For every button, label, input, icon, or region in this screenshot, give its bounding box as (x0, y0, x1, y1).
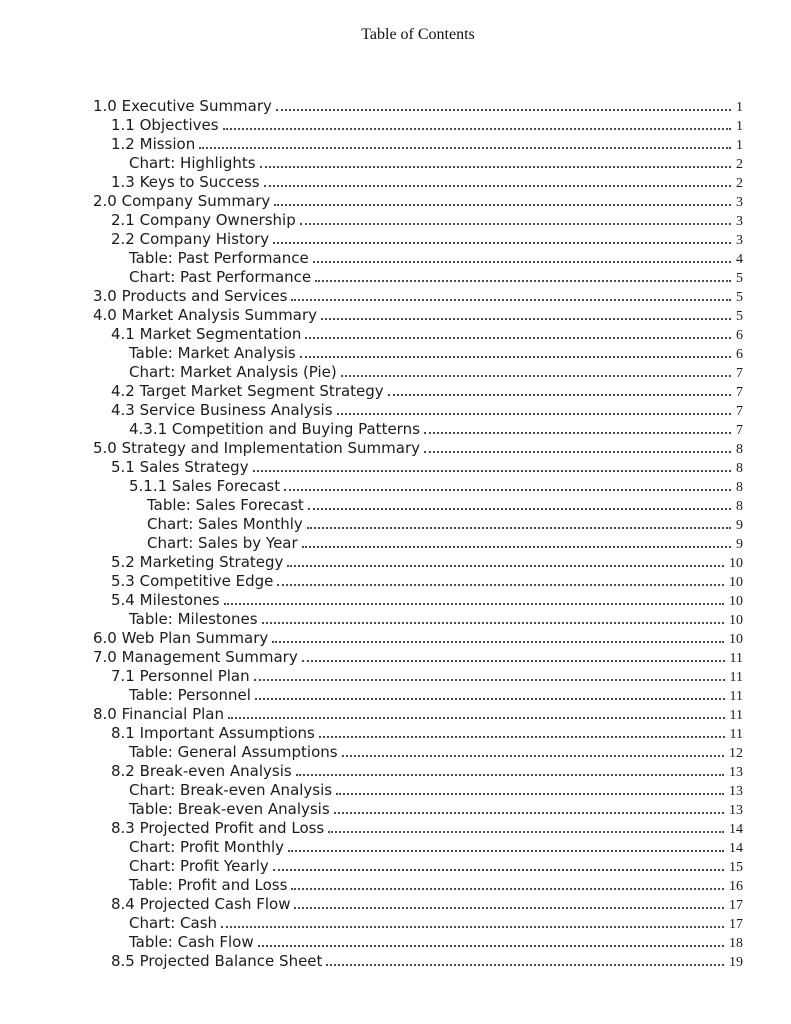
toc-dot-leader (341, 375, 731, 377)
toc-entry (93, 382, 743, 401)
toc-entry-page: 9 (736, 518, 743, 533)
toc-entry (93, 572, 743, 591)
toc-dot-leader (199, 147, 731, 149)
toc-dot-leader (342, 755, 724, 757)
toc-entry-label: 5.1.1 Sales Forecast (129, 477, 281, 495)
toc-entry-label: 4.0 Market Analysis Summary (93, 306, 318, 324)
toc-entry-label: 5.2 Marketing Strategy (111, 553, 284, 571)
toc-entry (93, 211, 743, 230)
toc-entry-label: Table: Milestones (129, 610, 258, 628)
page-title: Table of Contents (361, 26, 475, 43)
toc-entry-page: 7 (736, 385, 743, 400)
toc-entry-page: 11 (729, 727, 743, 742)
toc-dot-leader (264, 185, 731, 187)
toc-entry-page: 9 (736, 537, 743, 552)
toc-entry-page: 8 (736, 480, 743, 495)
toc-entry (93, 268, 743, 287)
toc-entry-page: 17 (729, 917, 743, 932)
toc-dot-leader (288, 850, 724, 852)
toc-entry-page: 6 (736, 328, 743, 343)
toc-entry-label: 1.1 Objectives (111, 116, 219, 134)
toc-dot-leader (302, 546, 731, 548)
toc-entry-label: Chart: Market Analysis (Pie) (129, 363, 337, 381)
toc-dot-leader (262, 622, 724, 624)
toc-entry-label: 7.0 Management Summary (93, 648, 298, 666)
toc-entry-label: Table: Past Performance (129, 249, 309, 267)
toc-entry (93, 154, 743, 173)
toc-entry-page: 8 (736, 442, 743, 457)
toc-entry (93, 344, 743, 363)
toc-dot-leader (337, 413, 731, 415)
toc-dot-leader (260, 166, 731, 168)
toc-entry-label: 5.1 Sales Strategy (111, 458, 249, 476)
toc-entry-label: Chart: Break-even Analysis (129, 781, 333, 799)
toc-entry-label: 8.1 Important Assumptions (111, 724, 315, 742)
toc-entry-label: 8.4 Projected Cash Flow (111, 895, 291, 913)
toc-entry-page: 11 (729, 670, 743, 685)
toc-entry (93, 819, 743, 838)
toc-entry-label: 5.0 Strategy and Implementation Summary (93, 439, 421, 457)
toc-entry-page: 5 (736, 271, 743, 286)
toc-entry-page: 11 (729, 651, 743, 666)
toc-entry-page: 3 (736, 214, 743, 229)
toc-entry-page: 10 (729, 556, 743, 571)
toc-entry (93, 401, 743, 420)
toc-entry-page: 17 (729, 898, 743, 913)
toc-entry-label: 4.3.1 Competition and Buying Patterns (129, 420, 420, 438)
toc-entry-page: 5 (736, 309, 743, 324)
toc-entry (93, 192, 743, 211)
toc-entry (93, 629, 743, 648)
toc-entry-label: Table: Profit and Loss (129, 876, 288, 894)
toc-entry-label: Table: General Assumptions (129, 743, 338, 761)
toc-entry (93, 876, 743, 895)
toc-entry (93, 515, 743, 534)
toc-dot-leader (296, 774, 724, 776)
toc-entry-label: Chart: Profit Yearly (129, 857, 269, 875)
toc-entry (93, 230, 743, 249)
toc-dot-leader (276, 109, 731, 111)
toc-entry-page: 10 (729, 632, 743, 647)
toc-entry (93, 895, 743, 914)
toc-entry (93, 534, 743, 553)
toc-entry-page: 7 (736, 366, 743, 381)
toc-dot-leader (291, 299, 731, 301)
toc-entry (93, 705, 743, 724)
toc-entry (93, 287, 743, 306)
toc-dot-leader (319, 736, 725, 738)
toc-entry-page: 7 (736, 423, 743, 438)
toc-entry-label: 5.4 Milestones (111, 591, 220, 609)
toc-entry (93, 591, 743, 610)
toc-entry-label: Chart: Sales by Year (147, 534, 298, 552)
toc-entry-label: 6.0 Web Plan Summary (93, 629, 269, 647)
toc-entry (93, 667, 743, 686)
toc-entry-label: Table: Market Analysis (129, 344, 296, 362)
toc-entry (93, 800, 743, 819)
toc-entry-page: 13 (729, 803, 743, 818)
toc-entry-page: 12 (729, 746, 743, 761)
toc-dot-leader (305, 337, 731, 339)
toc-dot-leader (328, 831, 724, 833)
toc-dot-leader (291, 888, 724, 890)
toc-entry-page: 19 (729, 955, 743, 970)
toc-entry (93, 933, 743, 952)
toc-entry (93, 838, 743, 857)
toc-entry-label: Table: Break-even Analysis (129, 800, 330, 818)
toc-entry-page: 16 (729, 879, 743, 894)
toc-dot-leader (300, 223, 731, 225)
toc-entry (93, 97, 743, 116)
toc-entry-page: 11 (729, 689, 743, 704)
toc-dot-leader (273, 869, 724, 871)
toc-entry-label: 1.2 Mission (111, 135, 196, 153)
toc-entry-page: 2 (736, 157, 743, 172)
toc-entry-page: 14 (729, 822, 743, 837)
toc-entry-page: 7 (736, 404, 743, 419)
toc-entry-label: 3.0 Products and Services (93, 287, 288, 305)
toc-entry-page: 3 (736, 195, 743, 210)
toc-entry (93, 325, 743, 344)
toc-entry (93, 914, 743, 933)
toc-entry-label: 4.1 Market Segmentation (111, 325, 302, 343)
toc-entry-label: 8.3 Projected Profit and Loss (111, 819, 325, 837)
toc-dot-leader (424, 451, 731, 453)
toc-dot-leader (307, 527, 731, 529)
toc-entry (93, 363, 743, 382)
toc-dot-leader (274, 204, 731, 206)
toc-entry (93, 952, 743, 971)
toc-dot-leader (221, 926, 724, 928)
toc-dot-leader (336, 793, 724, 795)
toc-dot-leader (321, 318, 731, 320)
toc-dot-leader (224, 603, 724, 605)
toc-entry (93, 857, 743, 876)
toc-entry-label: 8.5 Projected Balance Sheet (111, 952, 323, 970)
toc-entry-label: Chart: Highlights (129, 154, 256, 172)
toc-entry-label: 7.1 Personnel Plan (111, 667, 250, 685)
toc-entry-page: 1 (736, 138, 743, 153)
toc-entry (93, 173, 743, 192)
toc-dot-leader (300, 356, 731, 358)
toc-dot-leader (334, 812, 724, 814)
toc-entry-page: 10 (729, 613, 743, 628)
toc-dot-leader (273, 242, 731, 244)
toc-entry-page: 1 (736, 100, 743, 115)
toc-entry-label: 2.2 Company History (111, 230, 270, 248)
toc-entry-page: 13 (729, 784, 743, 799)
toc-entry-page: 2 (736, 176, 743, 191)
toc-dot-leader (254, 679, 725, 681)
toc-entry-label: 4.3 Service Business Analysis (111, 401, 333, 419)
toc-entry-label: Chart: Cash (129, 914, 218, 932)
toc-entry (93, 458, 743, 477)
toc-entry (93, 477, 743, 496)
toc-entry (93, 439, 743, 458)
toc-entry-page: 4 (736, 252, 743, 267)
toc-entry-label: 2.0 Company Summary (93, 192, 271, 210)
toc-dot-leader (424, 432, 731, 434)
toc-entry-page: 8 (736, 499, 743, 514)
toc-entry-page: 10 (729, 594, 743, 609)
toc-entry (93, 249, 743, 268)
toc-entry (93, 306, 743, 325)
toc-entry-label: 8.0 Financial Plan (93, 705, 224, 723)
toc-entry-page: 18 (729, 936, 743, 951)
toc-entry (93, 420, 743, 439)
toc-dot-leader (253, 470, 731, 472)
toc-entry-label: Chart: Sales Monthly (147, 515, 303, 533)
toc-dot-leader (294, 907, 724, 909)
toc-entry (93, 686, 743, 705)
toc-dot-leader (388, 394, 731, 396)
toc-entry-label: 1.3 Keys to Success (111, 173, 260, 191)
toc-entry-label: 8.2 Break-even Analysis (111, 762, 292, 780)
toc-entry-label: Table: Personnel (129, 686, 251, 704)
toc-entry-label: 5.3 Competitive Edge (111, 572, 274, 590)
toc-entry-label: Table: Cash Flow (129, 933, 254, 951)
toc-entry-label: Chart: Profit Monthly (129, 838, 284, 856)
toc-dot-leader (223, 128, 731, 130)
toc-entry-page: 1 (736, 119, 743, 134)
toc-list (93, 97, 743, 971)
toc-entry-label: 1.0 Executive Summary (93, 97, 272, 115)
toc-entry-page: 11 (729, 708, 743, 723)
toc-dot-leader (255, 698, 725, 700)
toc-entry-page: 13 (729, 765, 743, 780)
toc-dot-leader (272, 641, 724, 643)
toc-dot-leader (315, 280, 731, 282)
toc-dot-leader (308, 508, 731, 510)
toc-entry-page: 5 (736, 290, 743, 305)
toc-entry (93, 610, 743, 629)
toc-dot-leader (287, 565, 724, 567)
toc-dot-leader (258, 945, 724, 947)
toc-entry (93, 648, 743, 667)
toc-entry (93, 496, 743, 515)
toc-entry (93, 781, 743, 800)
toc-dot-leader (302, 660, 725, 662)
toc-dot-leader (228, 717, 725, 719)
toc-dot-leader (326, 964, 724, 966)
toc-dot-leader (313, 261, 731, 263)
toc-entry-label: 4.2 Target Market Segment Strategy (111, 382, 384, 400)
toc-entry (93, 135, 743, 154)
toc-entry-page: 6 (736, 347, 743, 362)
toc-entry-label: Table: Sales Forecast (147, 496, 304, 514)
toc-entry (93, 553, 743, 572)
toc-entry-page: 8 (736, 461, 743, 476)
toc-entry (93, 724, 743, 743)
toc-dot-leader (277, 584, 724, 586)
toc-entry-page: 15 (729, 860, 743, 875)
toc-entry-label: Chart: Past Performance (129, 268, 312, 286)
toc-dot-leader (284, 489, 731, 491)
toc-entry-label: 2.1 Company Ownership (111, 211, 296, 229)
toc-entry (93, 762, 743, 781)
toc-entry-page: 3 (736, 233, 743, 248)
page-header (93, 24, 743, 44)
toc-entry-page: 10 (729, 575, 743, 590)
toc-entry (93, 743, 743, 762)
toc-entry (93, 116, 743, 135)
toc-entry-page: 14 (729, 841, 743, 856)
